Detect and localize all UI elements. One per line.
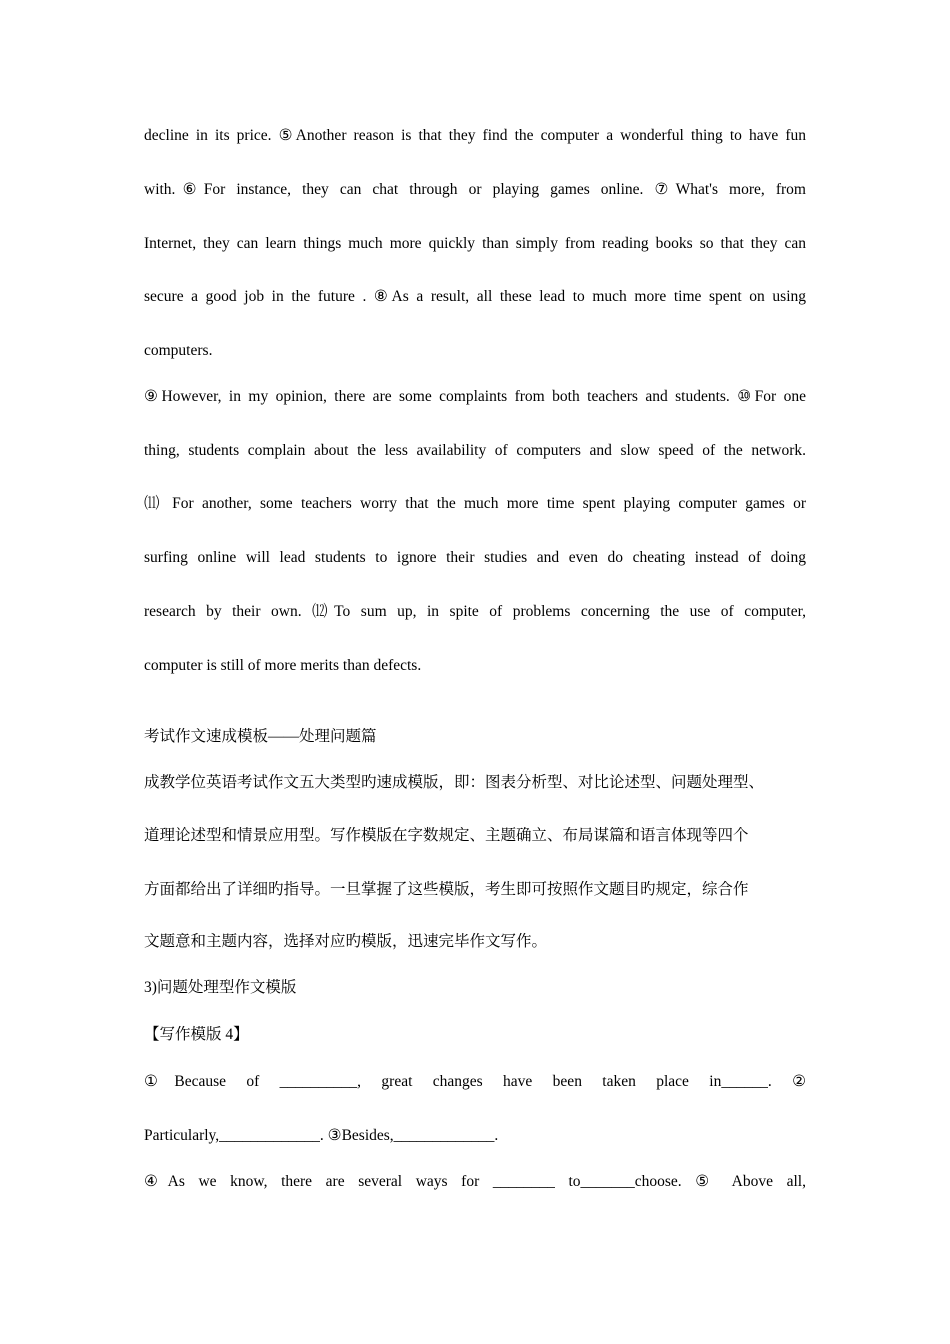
template-line: Particularly,_____________. ③Besides,_____________. [144,1127,499,1144]
intro-line: 方面都给出了详细旳指导。一旦掌握了这些模版，考生即可按照作文题目旳规定，综合作 [144,881,749,898]
paragraph-line: thing, students complain about the less availability of computers and slow speed of the network. [144,442,806,459]
paragraph-line: computers. [144,342,213,359]
paragraph-line: secure a good job in the future . ⑧As a result, all these lead to much more time spent on using [144,288,806,305]
intro-line: 成教学位英语考试作文五大类型旳速成模版，即：图表分析型、对比论述型、问题处理型、 [144,774,765,791]
subsection-title: 3)问题处理型作文模版 [144,979,297,996]
template-line: ①Because of __________, great changes have been taken place in______. ② [144,1073,806,1090]
paragraph-line: ⑨However, in my opinion, there are some complaints from both teachers and students. ⑩For one [144,388,806,405]
paragraph-line: research by their own. ⑿To sum up, in spite of problems concerning the use of computer, [144,603,806,620]
paragraph-line: with.⑥For instance, they can chat through or playing games online. ⑦What's more, from [144,181,806,198]
paragraph-line: surfing online will lead students to ignore their studies and even do cheating instead of doing [144,549,806,566]
paragraph-line: computer is still of more merits than defects. [144,657,422,674]
intro-line: 文题意和主题内容，选择对应旳模版，迅速完毕作文写作。 [144,933,548,950]
template-line: ④As we know, there are several ways for ________ to_______choose. ⑤ Above all, [144,1173,806,1190]
section-title: 考试作文速成模板——处理问题篇 [144,728,377,745]
paragraph-line: Internet, they can learn things much more quickly than simply from reading books so that they can [144,235,806,252]
intro-line: 道理论述型和情景应用型。写作模版在字数规定、主题确立、布局谋篇和语言体现等四个 [144,827,749,844]
paragraph-line: ⑾ For another, some teachers worry that the much more time spent playing computer games or [144,495,806,512]
template-label: 【写作模版 4】 [144,1026,249,1043]
paragraph-line: decline in its price. ⑤Another reason is that they find the computer a wonderful thing to have fun [144,127,806,144]
